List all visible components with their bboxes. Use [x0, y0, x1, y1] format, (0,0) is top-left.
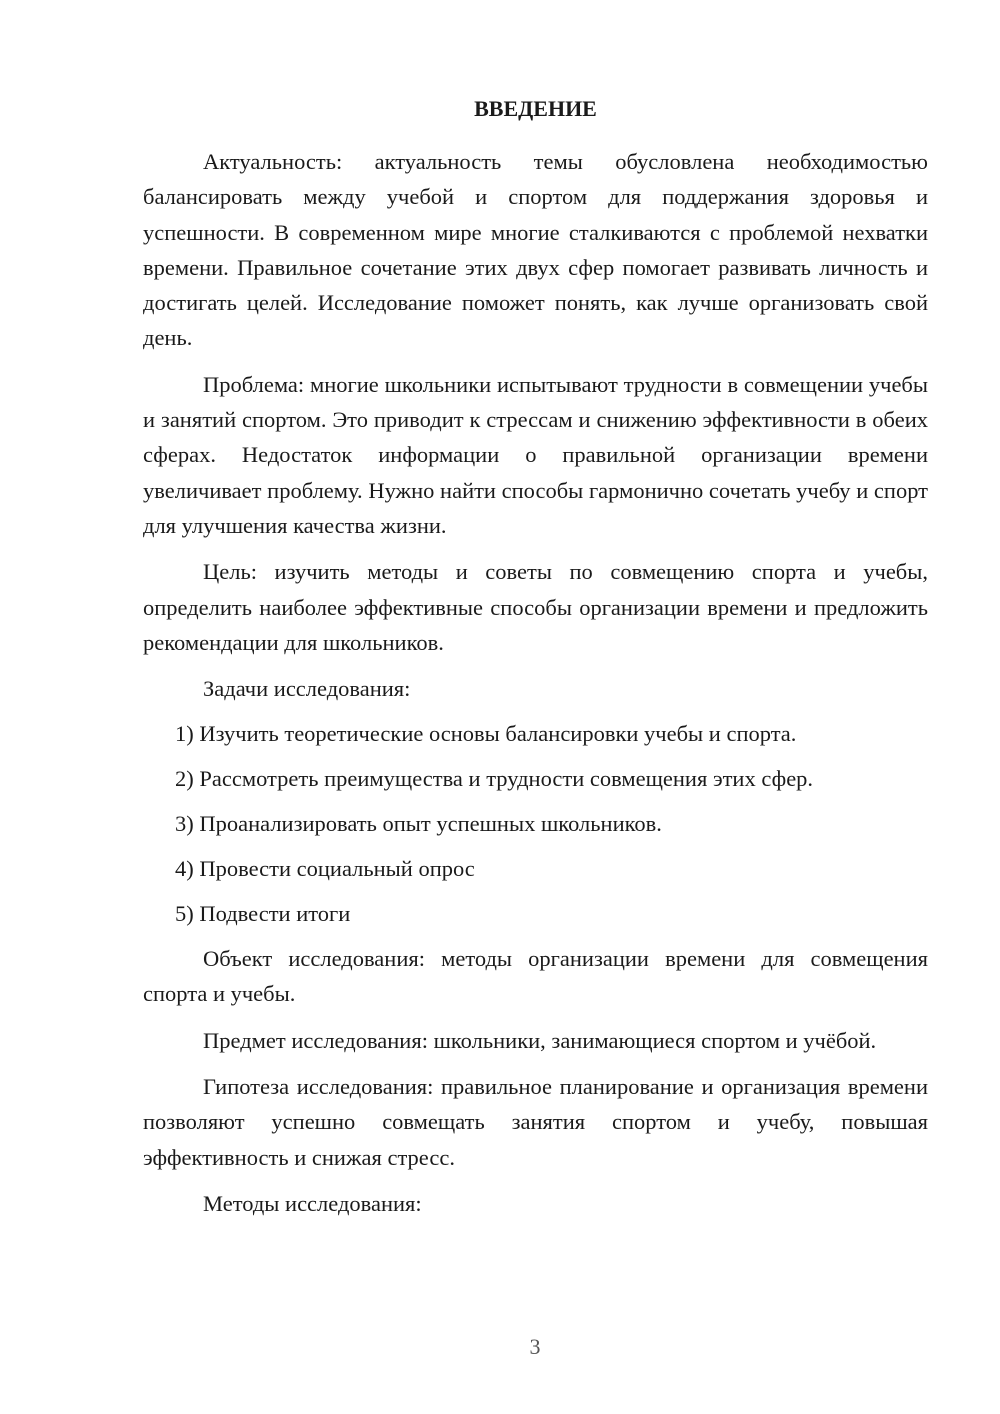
section-title: ВВЕДЕНИЕ — [474, 96, 597, 121]
document-page — [143, 94, 928, 1231]
page-number: 3 — [529, 1334, 541, 1359]
list-item: 1) Изучить теоретические основы балансировки учебы и спорта. — [175, 721, 797, 747]
paragraph-goal: Цель: изучить методы и советы по совмещению спорта и учебы, определить наиболее эффективные способы организации времени и предложить рекомендации для школьников. — [143, 559, 928, 655]
list-item: 2) Рассмотреть преимущества и трудности совмещения этих сфер. — [175, 766, 814, 792]
list-item: 5) Подвести итоги — [175, 901, 351, 927]
tasks-heading: Задачи исследования: — [203, 676, 411, 702]
tasks-list — [143, 716, 928, 931]
list-item: 3) Проанализировать опыт успешных школьников. — [175, 811, 662, 837]
list-item: 4) Провести социальный опрос — [175, 856, 475, 882]
paragraph-object: Объект исследования: методы организации времени для совмещения спорта и учебы. — [143, 946, 928, 1007]
paragraph-problem: Проблема: многие школьники испытывают трудности в совмещении учебы и занятий спортом. Это приводит к стрессам и снижению эффективности в обеих сферах. Недостаток информации о правильной организации времени увеличивает проблему. Нужно найти способы гармонично сочетать учебу и спорт для улучшения качества жизни. — [143, 371, 928, 538]
paragraph-relevance: Актуальность: актуальность темы обусловлена необходимостью балансировать между учебой и спортом для поддержания здоровья и успешности. В современном мире многие сталкиваются с проблемой нехватки времени. Правильное сочетание этих двух сфер помогает развивать личность и достигать целей. Исследование поможет понять, как лучше организовать свой день. — [143, 149, 928, 351]
methods-heading: Методы исследования: — [203, 1190, 422, 1216]
paragraph-hypothesis: Гипотеза исследования: правильное планирование и организация времени позволяют успешно совмещать занятия спортом и учебу, повышая эффективность и снижая стресс. — [143, 1074, 928, 1170]
paragraph-subject: Предмет исследования: школьники, занимающиеся спортом и учёбой. — [203, 1027, 877, 1053]
